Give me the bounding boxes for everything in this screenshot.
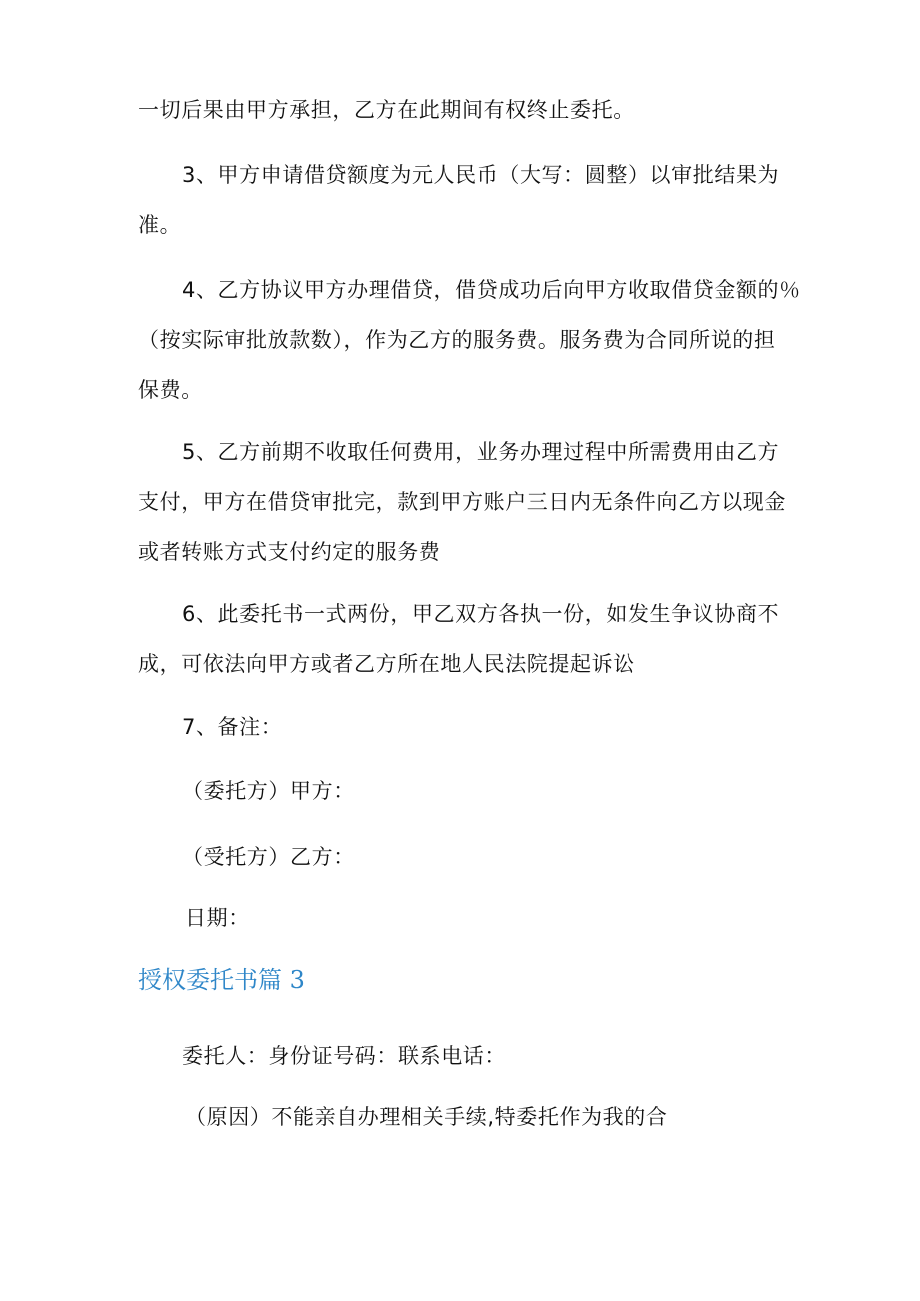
principal-info-line: 委托人：身份证号码：联系电话： [182,1044,506,1068]
reason-line: （原因）不能亲自办理相关手续,特委托作为我的合 [185,1105,668,1129]
agent-party-line: （受托方）乙方： [182,845,355,869]
clause-4-line: 保费。 [138,378,203,402]
paragraph-line: 一切后果由甲方承担，乙方在此期间有权终止委托。 [138,98,635,122]
clause-3-line: 3、甲方申请借贷额度为元人民币（大写：圆整）以审批结果为 [182,163,780,187]
clause-6-line: 成，可依法向甲方或者乙方所在地人民法院提起诉讼 [138,652,635,676]
clause-6-line: 6、此委托书一式两份，甲乙双方各执一份，如发生争议协商不 [182,602,780,626]
clause-5-line: 支付，甲方在借贷审批完，款到甲方账户三日内无条件向乙方以现金 [138,490,786,514]
clause-7-note: 7、备注： [182,715,283,739]
clause-3-line: 准。 [138,213,182,237]
date-line: 日期： [185,906,250,930]
clause-5-line: 5、乙方前期不收取任何费用，业务办理过程中所需费用由乙方 [182,440,780,464]
clause-5-line: 或者转账方式支付约定的服务费 [138,540,441,564]
clause-4-line: （按实际审批放款数），作为乙方的服务费。服务费为合同所说的担 [138,328,776,352]
principal-party-line: （委托方）甲方： [182,779,355,803]
clause-4-line: 4、乙方协议甲方办理借贷，借贷成功后向甲方收取借贷金额的％ [182,278,801,302]
section-heading: 授权委托书篇 3 [138,966,305,994]
